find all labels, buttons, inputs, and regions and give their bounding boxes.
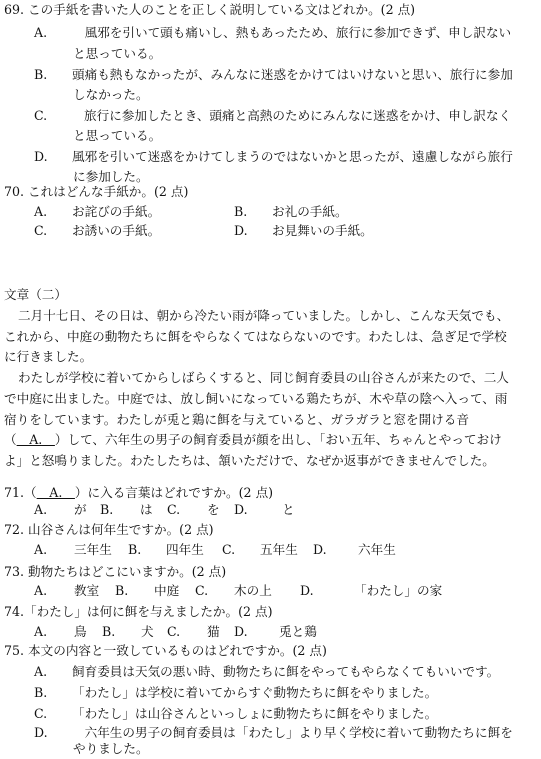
q74-options: [0, 626, 541, 642]
passage-blank-open: （: [4, 432, 17, 447]
passage-heading: 文章（二）: [4, 287, 67, 302]
q75-option-c-text: 「わたし」は山谷さんといっしょに動物たちに餌をやりました。: [72, 706, 438, 721]
q72-option-b-text: 四年生: [166, 542, 204, 557]
passage-p2-line2: で中庭に出ました。中庭では、放し飼いになっている鶏たちが、木や草の陰へ入って、雨: [4, 391, 508, 406]
q74-option-b-text: 犬: [141, 624, 154, 639]
q70-option-b-label: B.: [234, 204, 248, 219]
q72-option-c-label: C.: [222, 542, 236, 557]
q75-option-d-line1: 六年生の男子の飼育委員は「わたし」より早く学校に着いて動物たちに餌を: [72, 725, 513, 740]
q69-option-d-line2: に参加した。: [73, 169, 149, 184]
q69-option-b-line1: 頭痛も熱もなかったが、みんなに迷惑をかけてはいけないと思い、旅行に参加: [72, 67, 513, 82]
q71-option-b-label: B.: [100, 502, 114, 517]
q75-option-a-label: A.: [34, 664, 48, 679]
q75-option-b-label: B.: [34, 685, 48, 700]
q70-option-b-text: お礼の手紙。: [272, 204, 348, 219]
q73-option-b-label: B.: [115, 583, 129, 598]
passage-p2-line5: よ」と怒鳴りました。わたしたちは、頷いただけで、なぜか返事ができませんでした。: [4, 453, 495, 468]
q71-stem-text: に入る言葉はどれですか。(2 点): [87, 485, 274, 500]
q69-option-b-label: B.: [34, 67, 48, 82]
q71-stem: [4, 487, 273, 500]
q73-option-a-label: A.: [34, 583, 48, 598]
q72-option-a-text: 三年生: [74, 542, 112, 557]
q70-stem: 70. これはどんな手紙か。(2 点): [4, 184, 189, 199]
q72-options: [0, 544, 541, 560]
q74-option-a-label: A.: [34, 624, 48, 639]
q74-option-a-text: 鳥: [74, 624, 87, 639]
q69-option-c-line1: 旅行に参加したとき、頭痛と高熱のためにみんなに迷惑をかけ、申し訳なく: [84, 108, 512, 123]
q70-option-d-text: お見舞いの手紙。: [272, 223, 373, 238]
q70-options-row2: [34, 225, 434, 241]
passage-p1-line3: に行きました。: [4, 349, 93, 364]
q71-options: [0, 504, 541, 520]
q69-stem: 69. この手紙を書いた人のことを正しく説明している文はどれか。(2 点): [4, 2, 416, 17]
q73-option-d-label: D.: [300, 583, 314, 598]
q71-blank-close: ）: [74, 485, 88, 500]
q74-option-d-label: D.: [234, 624, 248, 639]
q75-option-d-line2: やりました。: [73, 741, 149, 756]
q74-option-d-text: 兎と鶏: [279, 624, 317, 639]
passage-p1-line1: 二月十七日、その日は、朝から冷たい雨が降っていました。しかし、こんな天気でも、: [18, 308, 510, 323]
q73-stem: 73. 動物たちはどこにいますか。(2 点): [4, 564, 227, 579]
q75-option-a-text: 飼育委員は天気の悪い時、動物たちに餌をやってもやらなくてもいいです。: [72, 664, 500, 679]
q74-option-c-label: C.: [167, 624, 181, 639]
q69-option-d-label: D.: [34, 149, 48, 164]
q73-option-d-text: 「わたし」の家: [354, 583, 443, 598]
q73-option-c-label: C.: [195, 583, 209, 598]
q69-option-a-line1: 風邪を引いて頭も痛いし、熱もあったため、旅行に参加できず、申し訳ない: [72, 25, 512, 40]
q71-option-c-label: C.: [167, 502, 181, 517]
q71-blank-open: （: [24, 485, 37, 500]
q72-option-d-text: 六年生: [358, 542, 396, 557]
q69-option-c-line2: と思っている。: [73, 128, 162, 143]
q69-option-a-line2: と思っている。: [73, 46, 162, 61]
passage-p2-line3: 宿りをしています。わたしが兎と鶏に餌を与えていると、ガラガラと窓を開ける音: [4, 412, 469, 427]
q74-option-c-text: 猫: [207, 624, 220, 639]
q72-option-d-label: D.: [313, 542, 327, 557]
q70-option-a-text: お詫びの手紙。: [72, 204, 161, 219]
passage-p2-line1: わたしが学校に着いてからしばらくすると、同じ飼育委員の山谷さんが来たので、二人: [18, 370, 509, 385]
q71-option-b-text: は: [140, 502, 153, 517]
q69-option-a-label: A.: [34, 25, 48, 40]
q71-option-d-text: と: [282, 502, 295, 517]
q73-option-b-text: 中庭: [154, 583, 180, 598]
q69-option-d-line1: 風邪を引いて迷惑をかけてしまうのではないかと思ったが、遠慮しながら旅行: [72, 149, 513, 164]
passage-p2-line4-text: して、六年生の男子の飼育委員が顔を出し、「おい五年、ちゃんとやっておけ: [67, 432, 502, 447]
q69-option-c-label: C.: [34, 108, 48, 123]
q69-option-b-line2: しなかった。: [73, 87, 149, 102]
q71-option-a-label: A.: [34, 502, 48, 517]
q74-option-b-label: B.: [102, 624, 116, 639]
q73-option-c-text: 木の上: [234, 583, 272, 598]
q71-option-d-label: D.: [234, 502, 248, 517]
q72-option-c-text: 五年生: [260, 542, 298, 557]
q71-blank-a: A.: [36, 485, 75, 500]
q74-stem: 74.「わたし」は何に餌を与えましたか。(2 点): [4, 604, 273, 619]
q75-option-d-label: D.: [34, 725, 48, 740]
q72-stem: 72. 山谷さんは何年生ですか。(2 点): [4, 522, 214, 537]
q72-option-a-label: A.: [34, 542, 48, 557]
q70-option-c-text: お誘いの手紙。: [72, 223, 161, 238]
passage-blank-close: ）: [54, 432, 68, 447]
q70-option-a-label: A.: [34, 204, 48, 219]
q70-options-row1: [34, 206, 434, 222]
passage-blank-a: A.: [16, 432, 55, 447]
q72-option-b-label: B.: [128, 542, 142, 557]
q73-option-a-text: 教室: [74, 583, 100, 598]
q75-stem: 75. 本文の内容と一致しているものはどれですか。(2 点): [4, 643, 327, 658]
q70-option-c-label: C.: [34, 223, 48, 238]
q75-option-b-text: 「わたし」は学校に着いてからすぐ動物たちに餌をやりました。: [72, 685, 438, 700]
q71-number: 71.: [4, 485, 25, 500]
q70-option-d-label: D.: [234, 223, 248, 238]
q71-option-a-text: が: [74, 502, 87, 517]
q73-options: [0, 585, 541, 601]
q71-option-c-text: を: [207, 502, 220, 517]
q75-option-c-label: C.: [34, 706, 48, 721]
passage-p1-line2: これから、中庭の動物たちに餌をやらなくてはならないのです。わたしは、急ぎ足で学校: [4, 329, 507, 344]
passage-p2-line4: [4, 434, 502, 447]
